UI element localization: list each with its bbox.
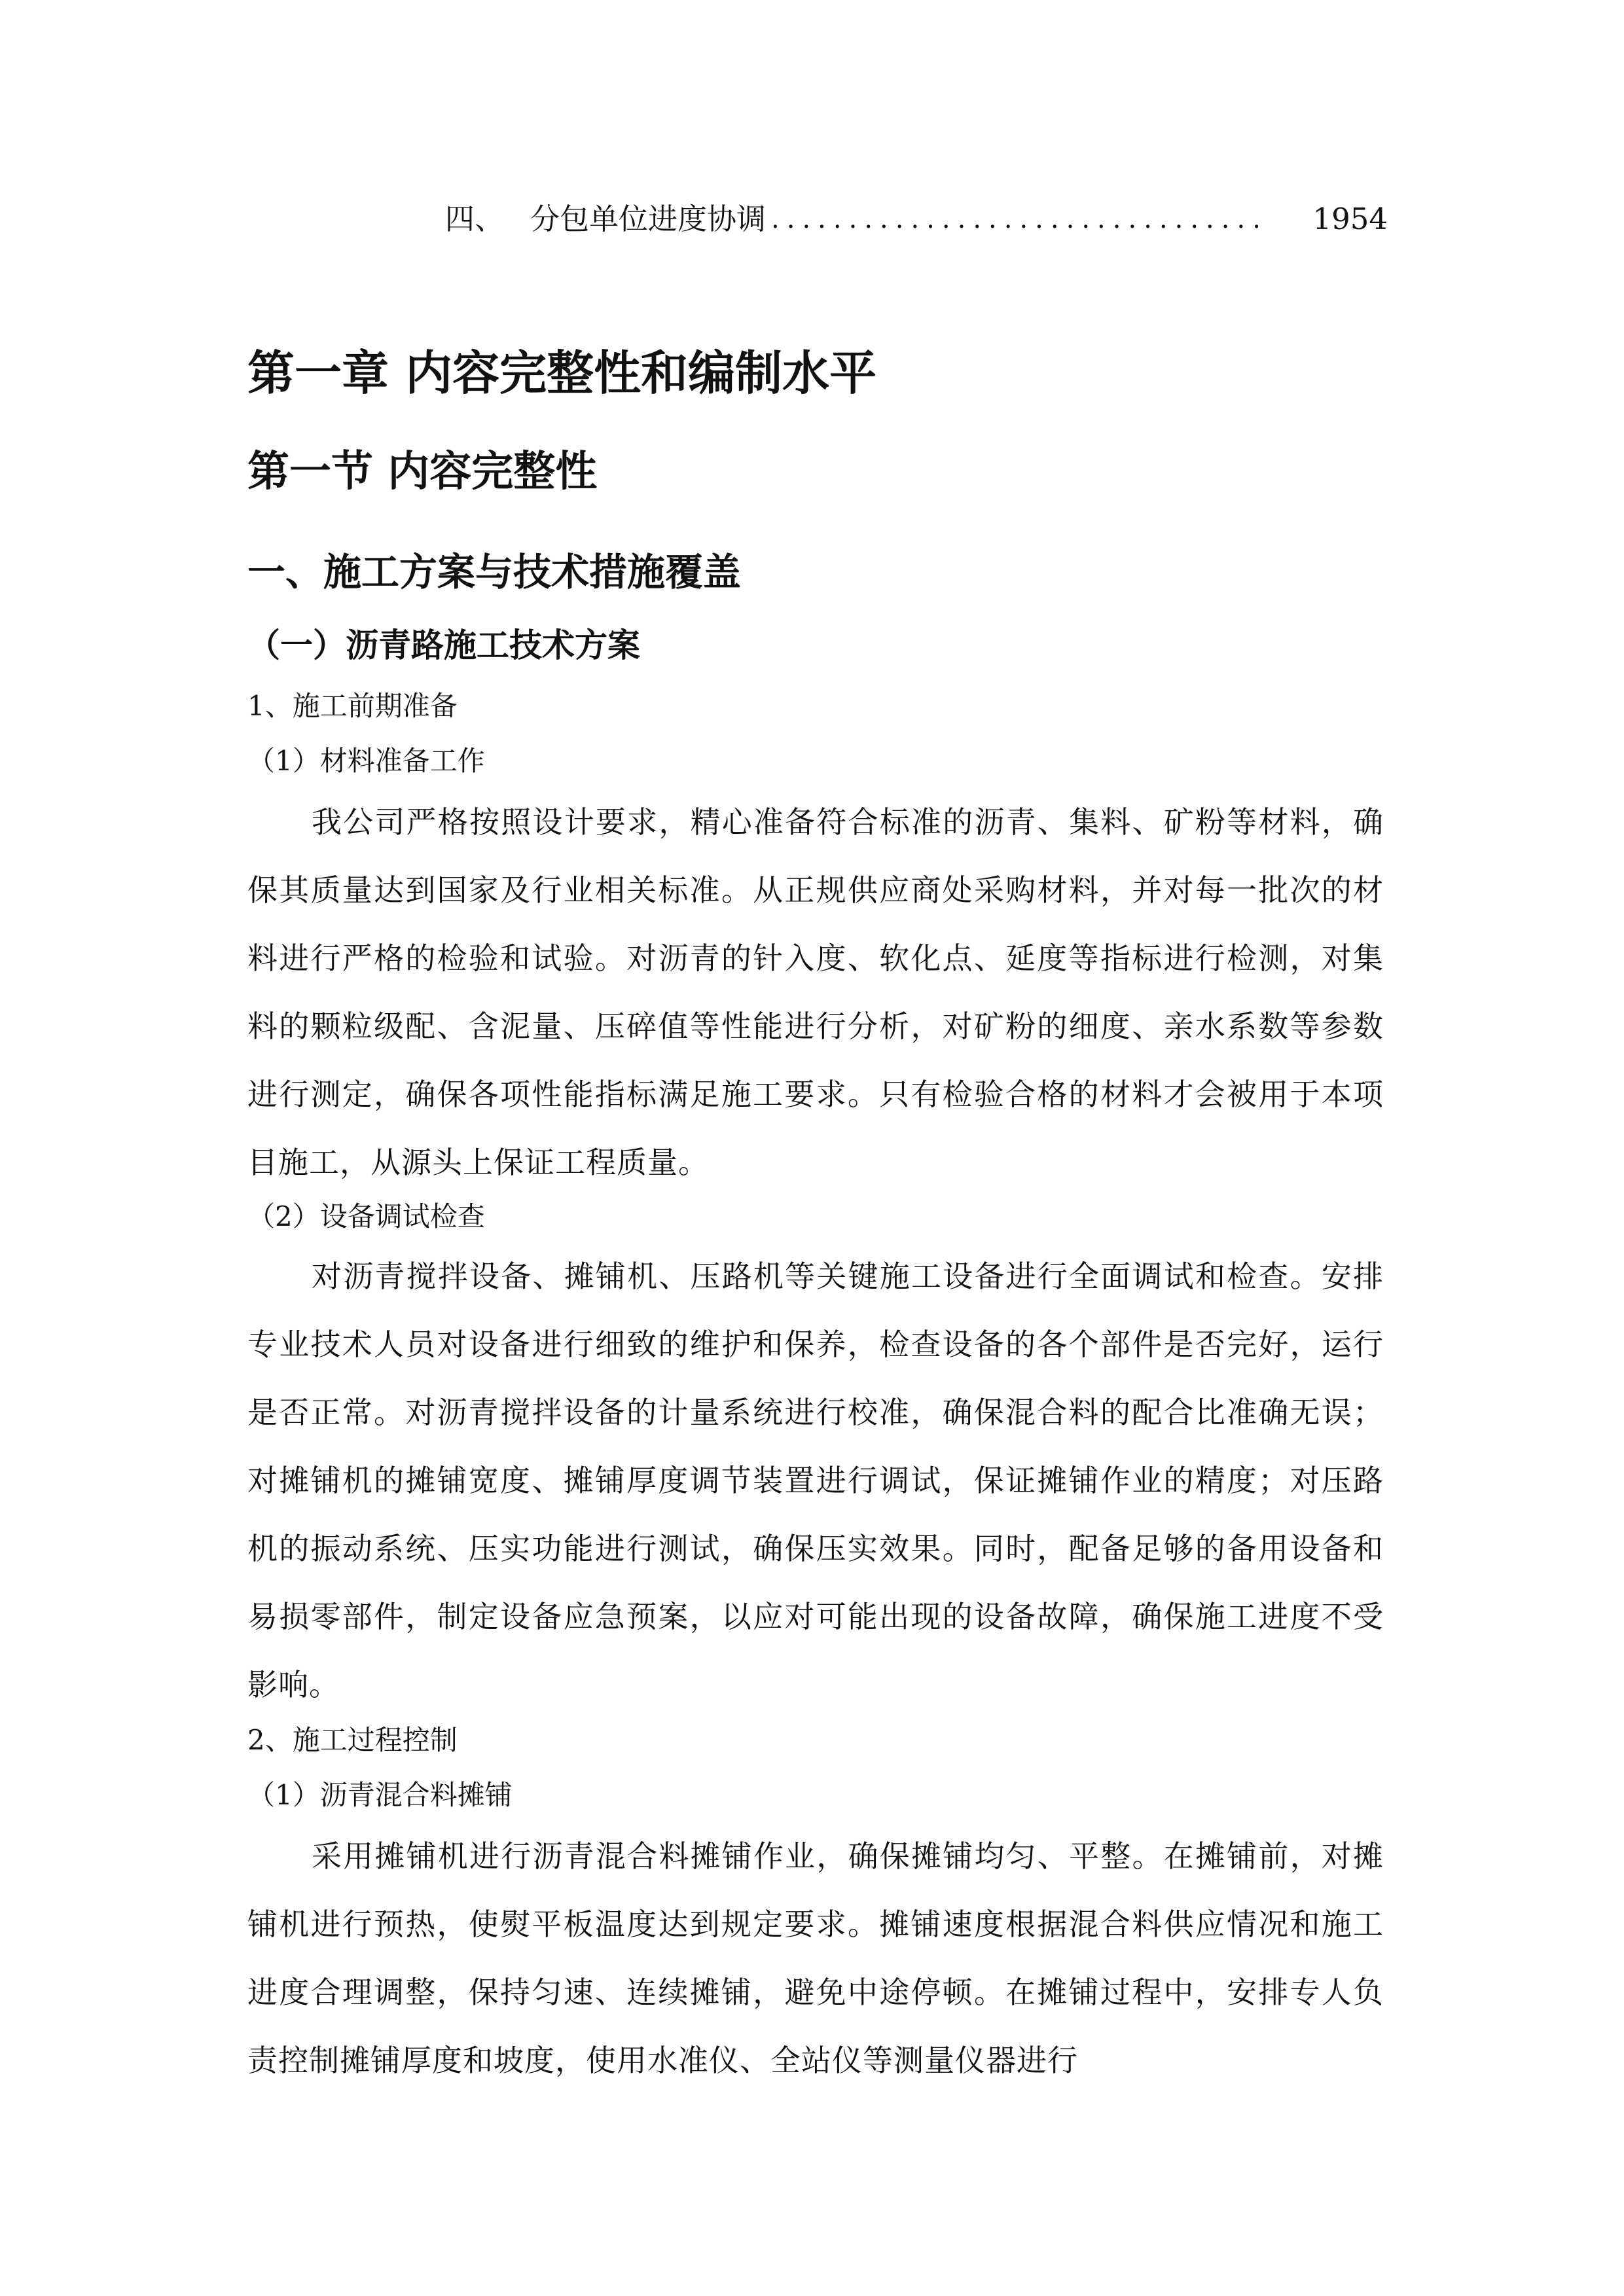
toc-entry-number: 四、 xyxy=(445,202,505,236)
item-heading-1-1: （1）材料准备工作 xyxy=(247,745,485,777)
paragraph-asphalt-paving: 采用摊铺机进行沥青混合料摊铺作业，确保摊铺均匀、平整。在摊铺前，对摊铺机进行预热，使熨平板温度达到规定要求。摊铺速度根据混合料供应情况和施工进度合理调整，保持匀速、连续摊铺，避免中途停顿。在摊铺过程中，安排专人负责控制摊铺厚度和坡度，使用水准仪、全站仪等测量仪器进行 xyxy=(247,1839,1384,2078)
item-heading-2-1: （1）沥青混合料摊铺 xyxy=(247,1779,513,1811)
section-heading: 第一节 内容完整性 xyxy=(247,448,598,496)
toc-entry-page-number: 1954 xyxy=(1312,202,1388,236)
toc-leader-dots: ................................ xyxy=(771,204,1268,234)
toc-entry[interactable] xyxy=(445,196,1388,242)
toc-entry-title: 分包单位进度协调 xyxy=(530,202,767,236)
item-heading-1-2: （2）设备调试检查 xyxy=(247,1200,485,1232)
item-heading-1: 1、施工前期准备 xyxy=(247,690,458,722)
chapter-heading: 第一章 内容完整性和编制水平 xyxy=(247,346,877,401)
paragraph-equipment-inspection: 对沥青搅拌设备、摊铺机、压路机等关键施工设备进行全面调试和检查。安排专业技术人员对设备进行细致的维护和保养，检查设备的各个部件是否完好，运行是否正常。对沥青搅拌设备的计量系统进行校准，确保混合料的配合比准确无误；对摊铺机的摊铺宽度、摊铺厚度调节装置进行调试，保证摊铺作业的精度；对压路机的振动系统、压实功能进行测试，确保压实效果。同时，配备足够的备用设备和易损零部件，制定设备应急预案，以应对可能出现的设备故障，确保施工进度不受影响。 xyxy=(247,1259,1384,1702)
paragraph-material-preparation: 我公司严格按照设计要求，精心准备符合标准的沥青、集料、矿粉等材料，确保其质量达到国家及行业相关标准。从正规供应商处采购材料，并对每一批次的材料进行严格的检验和试验。对沥青的针入度、软化点、延度等指标进行检测，对集料的颗粒级配、含泥量、压碎值等性能进行分析，对矿粉的细度、亲水系数等参数进行测定，确保各项性能指标满足施工要求。只有检验合格的材料才会被用于本项目施工，从源头上保证工程质量。 xyxy=(247,804,1384,1180)
subsection-heading: 一、施工方案与技术措施覆盖 xyxy=(247,550,742,594)
item-heading-2: 2、施工过程控制 xyxy=(247,1724,458,1756)
part-heading: （一）沥青路施工技术方案 xyxy=(247,626,640,664)
